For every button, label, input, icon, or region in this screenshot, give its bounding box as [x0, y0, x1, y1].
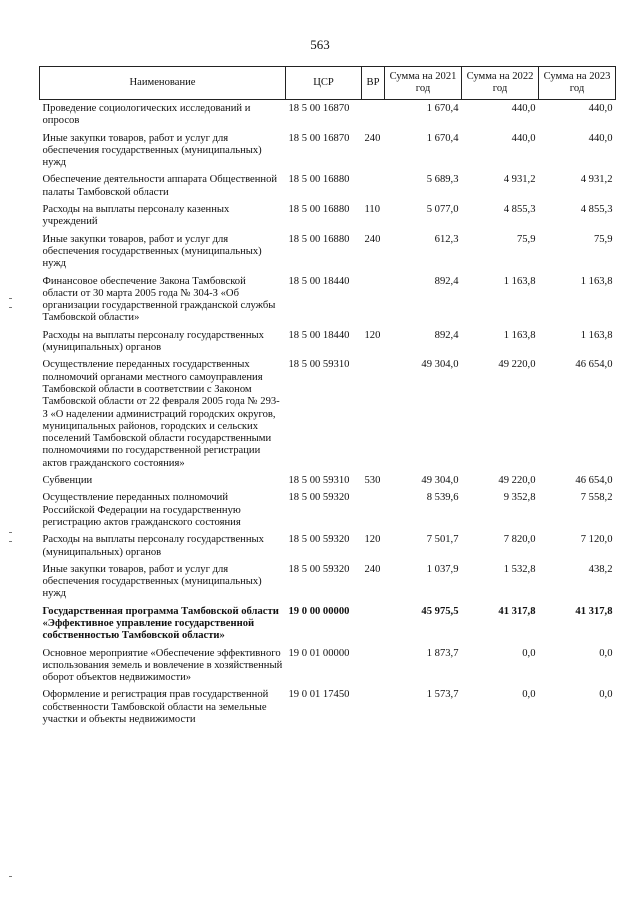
row-sum-2021: 8 539,6 — [426, 492, 459, 504]
row-sum-2022: 9 352,8 — [503, 492, 536, 504]
row-csr: 19 0 01 17450 — [288, 689, 350, 701]
row-vr — [362, 359, 385, 475]
budget-table — [39, 66, 616, 731]
row-csr: 18 5 00 16870 — [288, 132, 350, 144]
row-sum-2022: 440,0 — [511, 103, 536, 114]
row-vr: 120 — [364, 329, 381, 341]
row-csr: 18 5 00 16880 — [288, 204, 350, 216]
row-csr: 18 5 00 59320 — [288, 492, 350, 504]
row-name: Иные закупки товаров, работ и услуг для обеспечения государственных (муниципальных) нужд — [42, 233, 262, 270]
row-name: Иные закупки товаров, работ и услуг для обеспечения государственных (муниципальных) нужд — [42, 132, 262, 169]
header-sum-2021: Сумма на 2021 год — [385, 67, 462, 100]
row-sum-2022: 1 163,8 — [503, 275, 536, 287]
row-sum-2021: 5 077,0 — [426, 204, 459, 216]
row-sum-2023: 1 163,8 — [580, 329, 613, 341]
row-sum-2023: 75,9 — [593, 233, 613, 245]
row-sum-2021: 892,4 — [434, 275, 459, 287]
row-vr: 240 — [364, 132, 381, 144]
row-vr — [362, 276, 385, 330]
row-vr: 120 — [364, 534, 381, 546]
table-row — [40, 689, 616, 731]
row-sum-2021: 5 689,3 — [426, 174, 459, 186]
row-sum-2023: 1 163,8 — [580, 275, 613, 287]
row-sum-2021: 1 037,9 — [426, 563, 459, 575]
margin-mark — [9, 307, 12, 308]
row-sum-2023: 0,0 — [599, 689, 613, 701]
row-csr: 19 0 00 00000 — [288, 605, 350, 617]
row-name: Государственная программа Тамбовской области «Эффективное управление государственной собственностью Тамбовской области» — [42, 605, 279, 642]
row-vr — [362, 174, 385, 204]
table-row — [40, 648, 616, 690]
row-sum-2021: 1 873,7 — [426, 647, 459, 659]
row-name: Проведение социологических исследований и опросов — [42, 103, 251, 127]
table-row — [40, 174, 616, 204]
row-sum-2023: 7 120,0 — [580, 534, 613, 546]
row-sum-2023: 0,0 — [599, 647, 613, 659]
header-csr: ЦСР — [286, 67, 362, 100]
header-vr: ВР — [362, 67, 385, 100]
table-row — [40, 276, 616, 330]
row-csr: 18 5 00 16870 — [288, 103, 350, 114]
header-name: Наименование — [40, 67, 286, 100]
row-name: Оформление и регистрация прав государственной собственности Тамбовской области на земельные участки и объекты недвижимости — [42, 689, 269, 726]
page-number: 563 — [310, 37, 330, 52]
row-sum-2022: 1 163,8 — [503, 329, 536, 341]
table-row — [40, 534, 616, 564]
row-sum-2021: 892,4 — [434, 329, 459, 341]
row-sum-2022: 7 820,0 — [503, 534, 536, 546]
row-name: Расходы на выплаты персоналу казенных учреждений — [42, 204, 230, 228]
row-sum-2023: 440,0 — [588, 132, 613, 144]
row-sum-2022: 49 220,0 — [498, 359, 536, 371]
row-name: Субвенции — [42, 475, 93, 487]
row-sum-2021: 1 670,4 — [426, 103, 459, 114]
row-name: Расходы на выплаты персоналу государственных (муниципальных) органов — [42, 329, 264, 354]
table-row — [40, 204, 616, 234]
row-csr: 18 5 00 16880 — [288, 174, 350, 186]
row-sum-2021: 7 501,7 — [426, 534, 459, 546]
row-sum-2022: 4 855,3 — [503, 204, 536, 216]
row-sum-2022: 49 220,0 — [498, 475, 536, 487]
row-sum-2022: 4 931,2 — [503, 174, 536, 186]
header-sum-2023: Сумма на 2023 год — [539, 67, 616, 100]
row-sum-2021: 1 573,7 — [426, 689, 459, 701]
row-sum-2023: 4 931,2 — [580, 174, 613, 186]
row-sum-2023: 438,2 — [588, 563, 613, 575]
row-csr: 19 0 01 00000 — [288, 647, 350, 659]
table-row — [40, 564, 616, 606]
margin-mark — [9, 298, 12, 299]
row-vr — [362, 689, 385, 731]
table-row — [40, 133, 616, 175]
row-csr: 18 5 00 18440 — [288, 329, 350, 341]
row-name: Финансовое обеспечение Закона Тамбовской области от 30 марта 2005 года № 304-З «Об организации государственной гражданской службы Тамбовской области» — [42, 275, 276, 324]
table-row — [40, 492, 616, 534]
row-name: Расходы на выплаты персоналу государственных (муниципальных) органов — [42, 534, 264, 558]
row-sum-2023: 46 654,0 — [575, 359, 613, 371]
row-csr: 18 5 00 16880 — [288, 233, 350, 245]
row-sum-2023: 440,0 — [588, 103, 613, 114]
header-sum-2022: Сумма на 2022 год — [462, 67, 539, 100]
row-name: Обеспечение деятельности аппарата Общественной палаты Тамбовской области — [42, 174, 278, 198]
row-sum-2023: 41 317,8 — [575, 605, 613, 617]
margin-mark — [9, 532, 12, 533]
row-vr: 240 — [364, 563, 381, 575]
row-sum-2022: 0,0 — [522, 647, 536, 659]
table-row — [40, 100, 616, 133]
row-sum-2021: 612,3 — [434, 233, 459, 245]
row-sum-2021: 49 304,0 — [421, 475, 459, 487]
row-sum-2023: 4 855,3 — [580, 204, 613, 216]
row-sum-2022: 41 317,8 — [498, 605, 536, 617]
row-sum-2022: 440,0 — [511, 132, 536, 144]
row-csr: 18 5 00 18440 — [288, 275, 350, 287]
row-csr: 18 5 00 59310 — [288, 359, 350, 371]
row-csr: 18 5 00 59320 — [288, 534, 350, 546]
row-vr — [362, 492, 385, 534]
row-csr: 18 5 00 59320 — [288, 563, 350, 575]
table-row — [40, 330, 616, 360]
table-row — [40, 359, 616, 475]
row-sum-2022: 75,9 — [516, 233, 536, 245]
margin-mark — [9, 876, 12, 877]
row-sum-2022: 1 532,8 — [503, 563, 536, 575]
row-sum-2022: 0,0 — [522, 689, 536, 701]
row-name: Осуществление переданных полномочий Российской Федерации на государственную регистрацию актов гражданского состояния — [42, 492, 241, 528]
margin-mark — [9, 541, 12, 542]
row-vr: 530 — [364, 475, 381, 487]
row-vr: 110 — [364, 204, 380, 216]
table-row — [40, 234, 616, 276]
table-row — [40, 606, 616, 648]
row-name: Иные закупки товаров, работ и услуг для обеспечения государственных (муниципальных) нужд — [42, 563, 262, 600]
row-name: Осуществление переданных государственных полномочий органами местного самоуправления Тамбовской области в соответствии с Законом Тамбовской области от 22 февраля 2005 года № 293-З «О наделении администраций городских округов, муниципальных районов, городских и сельских поселений Тамбовской области государственными полномочиями по государственной регистрации актов гражданского состояния» — [42, 359, 280, 469]
row-sum-2021: 49 304,0 — [421, 359, 459, 371]
row-vr — [362, 100, 385, 133]
row-sum-2021: 1 670,4 — [426, 132, 459, 144]
row-vr — [362, 606, 385, 648]
row-sum-2021: 45 975,5 — [421, 605, 459, 617]
row-vr: 240 — [364, 233, 381, 245]
row-csr: 18 5 00 59310 — [288, 475, 350, 487]
table-row — [40, 475, 616, 492]
table-header-row — [40, 67, 616, 100]
row-vr — [362, 648, 385, 690]
row-sum-2023: 46 654,0 — [575, 475, 613, 487]
row-name: Основное мероприятие «Обеспечение эффективного использования земель и вовлечение в хозяйственный оборот объектов недвижимости» — [42, 647, 283, 684]
row-sum-2023: 7 558,2 — [580, 492, 613, 504]
